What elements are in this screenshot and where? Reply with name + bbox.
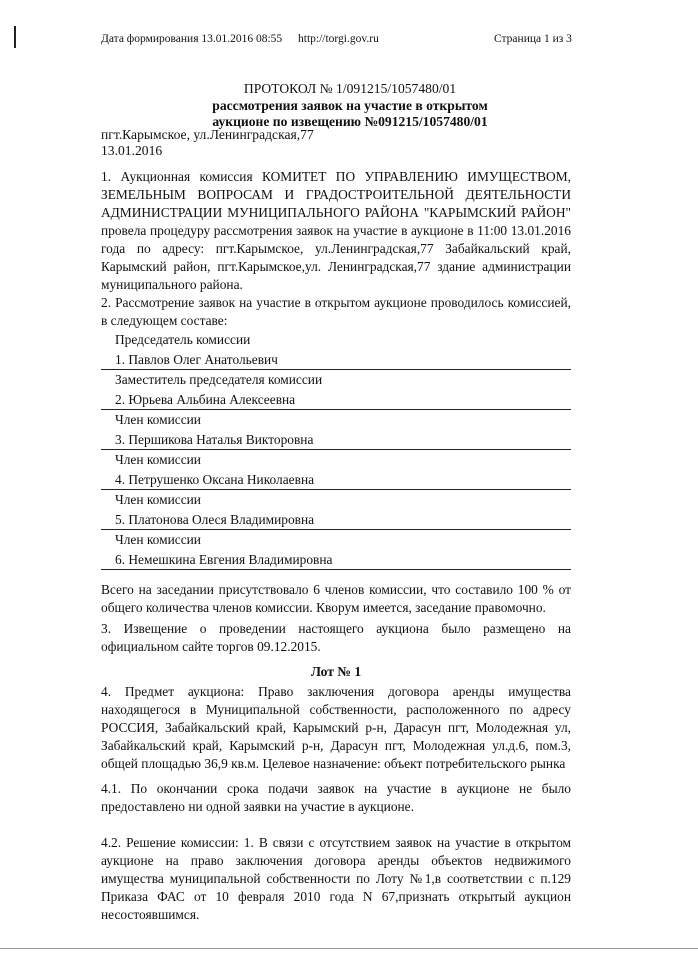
commission-member: 4. Петрушенко Оксана Николаевна: [101, 470, 571, 491]
scan-bottom-edge: [0, 948, 698, 949]
quorum-statement: Всего на заседании присутствовало 6 членов комиссии, что составило 100 % от общего количества членов комиссии. Кворум имеется, заседание правомочно.: [101, 582, 571, 615]
protocol-subtitle-line1: рассмотрения заявок на участие в открытом: [212, 98, 488, 113]
commission-list: [101, 330, 571, 570]
section-1: 1. Аукционная комиссия КОМИТЕТ ПО УПРАВЛЕНИЮ ИМУЩЕСТВОМ, ЗЕМЕЛЬНЫМ ВОПРОСАМ И ГРАДОСТРОИТЕЛЬНОЙ ДЕЯТЕЛЬНОСТИ АДМИНИСТРАЦИИ МУНИЦИПАЛЬНОГО РАЙОНА "КАРЫМСКИЙ РАЙОН" провела процедуру рассмотрения заявок на участие в аукционе в 11:00 13.01.2016 года по адресу: пгт.Карымское, ул.Ленинградская,77 Забайкальский край, Карымский район, пгт.Карымское,ул. Ленинградская,77 здание администрации муниципального района.: [101, 169, 571, 292]
protocol-subtitle-line2: аукционе по извещению №091215/1057480/01: [212, 114, 488, 129]
lot-title: Лот № 1: [310, 664, 362, 679]
header-url[interactable]: http://torgi.gov.ru: [298, 33, 379, 45]
protocol-title: ПРОТОКОЛ № 1/091215/1057480/01: [243, 81, 457, 96]
commission-member: 5. Платонова Олеся Владимировна: [101, 510, 571, 531]
commission-member: 2. Юрьева Альбина Алексеевна: [101, 390, 571, 411]
commission-role: Председатель комиссии: [115, 332, 251, 347]
commission-member: 1. Павлов Олег Анатольевич: [101, 350, 571, 371]
section-4: 4. Предмет аукциона: Право заключения договора аренды имущества находящегося в Муниципальной собственности, расположенного по адресу РОССИЯ, Забайкальский край, Карымский р-н, Дарасун пгт, Молодежная ул, Забайкальский край, Карымский р-н, Дарасун пгт, Молодежная ул.д.6, пом.3, общей площадью 36,9 кв.м. Целевое назначение: объект потребительского рынка: [101, 684, 571, 771]
scan-mark: [14, 26, 16, 48]
section-3: 3. Извещение о проведении настоящего аукциона было размещено на официальном сайте торгов 09.12.2015.: [101, 621, 571, 654]
commission-role: Член комиссии: [115, 492, 201, 507]
commission-role: Член комиссии: [115, 452, 201, 467]
meeting-date: 13.01.2016: [101, 143, 163, 158]
commission-role: Заместитель председателя комиссии: [115, 372, 323, 387]
section-4-2: 4.2. Решение комиссии: 1. В связи с отсутствием заявок на участие в открытом аукционе на право заключения договора аренды объектов недвижимого имущества муниципальной собственности по Лоту №1,в соответствии с п.129 Приказа ФАС от 10 февраля 2010 года N 67,признать открытый аукцион несостоявшимся.: [101, 835, 571, 922]
commission-role: Член комиссии: [115, 532, 201, 547]
commission-role: Член комиссии: [115, 412, 201, 427]
commission-member: 3. Першикова Наталья Викторовна: [101, 430, 571, 451]
header-date: Дата формирования 13.01.2016 08:55: [101, 33, 283, 45]
header-page-number: Страница 1 из 3: [494, 33, 572, 45]
section-2: 2. Рассмотрение заявок на участие в открытом аукционе проводилось комиссией, в следующем составе:: [101, 295, 571, 328]
meeting-place: пгт.Карымское, ул.Ленинградская,77: [101, 127, 314, 142]
section-4-1: 4.1. По окончании срока подачи заявок на участие в аукционе не было предоставлено ни одной заявки на участие в аукционе.: [101, 781, 571, 814]
commission-member: 6. Немешкина Евгения Владимировна: [101, 550, 571, 571]
